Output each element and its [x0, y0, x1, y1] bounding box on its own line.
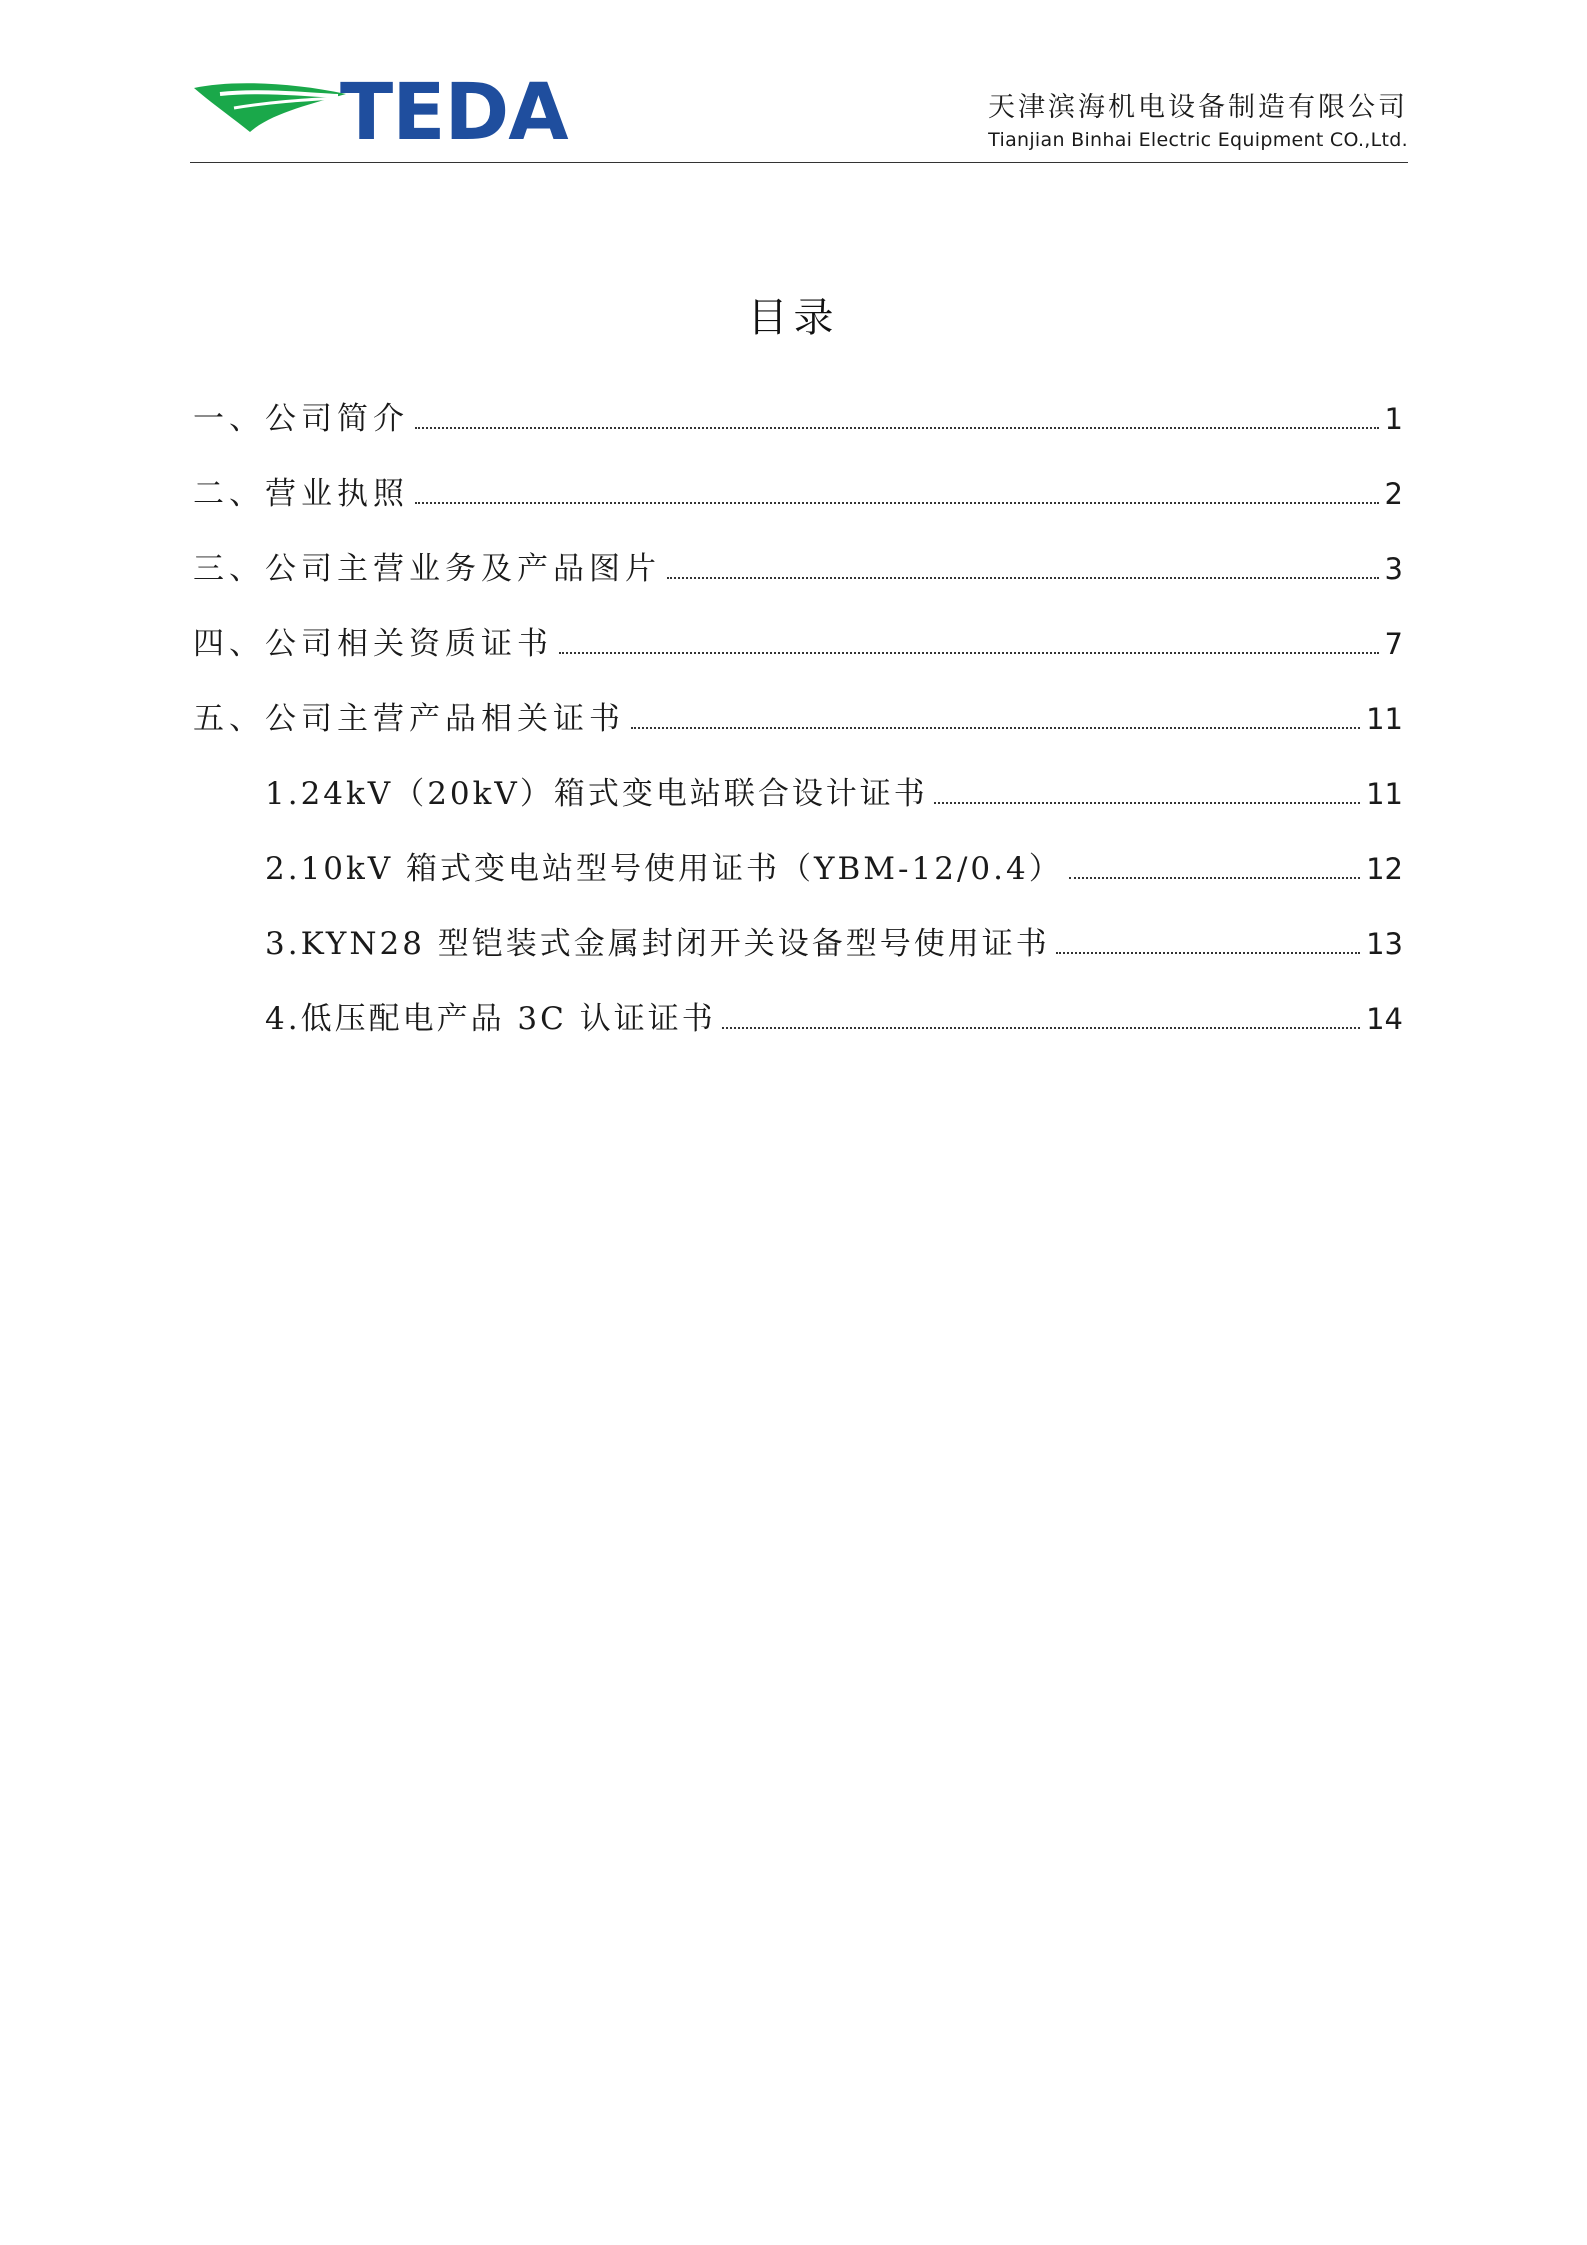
dot-leader: [559, 652, 1379, 654]
company-name-en: Tianjian Binhai Electric Equipment CO.,Ltd.: [988, 129, 1408, 151]
toc-entry-label: 四、公司相关资质证书: [193, 626, 553, 662]
toc-entry-label: 3.KYN28 型铠装式金属封闭开关设备型号使用证书: [265, 926, 1050, 962]
toc-entry-page: 11: [1366, 777, 1403, 811]
toc-title: 目录: [747, 295, 840, 341]
toc-entry-page: 3: [1384, 552, 1403, 586]
dot-leader: [722, 1027, 1360, 1029]
toc-subentry-2[interactable]: [193, 843, 1403, 918]
toc-subentry-3[interactable]: [193, 918, 1403, 993]
toc-entry-label: 五、公司主营产品相关证书: [193, 701, 625, 737]
leaf-logo-icon: [190, 74, 350, 152]
toc-entry-label: 二、营业执照: [193, 476, 409, 512]
toc-entry-page: 7: [1384, 627, 1403, 661]
toc-subentry-4[interactable]: [193, 993, 1403, 1068]
dot-leader: [631, 727, 1360, 729]
toc-entry-label: 2.10kV 箱式变电站型号使用证书（YBM-12/0.4）: [265, 851, 1063, 887]
toc-entry-label: 三、公司主营业务及产品图片: [193, 551, 661, 587]
table-of-contents: [193, 393, 1403, 1068]
dot-leader: [415, 427, 1379, 429]
toc-entry-page: 13: [1366, 927, 1403, 961]
teda-logo: [190, 68, 610, 158]
logo-wordmark: TEDA: [340, 68, 568, 158]
toc-entry-1[interactable]: [193, 393, 1403, 468]
toc-entry-3[interactable]: [193, 543, 1403, 618]
toc-entry-page: 11: [1366, 702, 1403, 736]
dot-leader: [1069, 877, 1360, 879]
toc-entry-page: 12: [1366, 852, 1403, 886]
page-header: [190, 70, 1408, 162]
dot-leader: [1056, 952, 1360, 954]
dot-leader: [667, 577, 1379, 579]
toc-entry-2[interactable]: [193, 468, 1403, 543]
toc-entry-4[interactable]: [193, 618, 1403, 693]
toc-entry-page: 14: [1366, 1002, 1403, 1036]
toc-entry-label: 4.低压配电产品 3C 认证证书: [265, 1001, 716, 1037]
toc-entry-page: 1: [1384, 402, 1403, 436]
toc-entry-page: 2: [1384, 477, 1403, 511]
company-name-cn: 天津滨海机电设备制造有限公司: [988, 92, 1408, 123]
toc-entry-5[interactable]: [193, 693, 1403, 768]
company-name-block: [988, 90, 1408, 154]
toc-entry-label: 一、公司简介: [193, 401, 409, 437]
dot-leader: [415, 502, 1379, 504]
dot-leader: [934, 802, 1360, 804]
header-divider: [190, 162, 1408, 163]
toc-entry-label: 1.24kV（20kV）箱式变电站联合设计证书: [265, 776, 928, 812]
toc-subentry-1[interactable]: [193, 768, 1403, 843]
